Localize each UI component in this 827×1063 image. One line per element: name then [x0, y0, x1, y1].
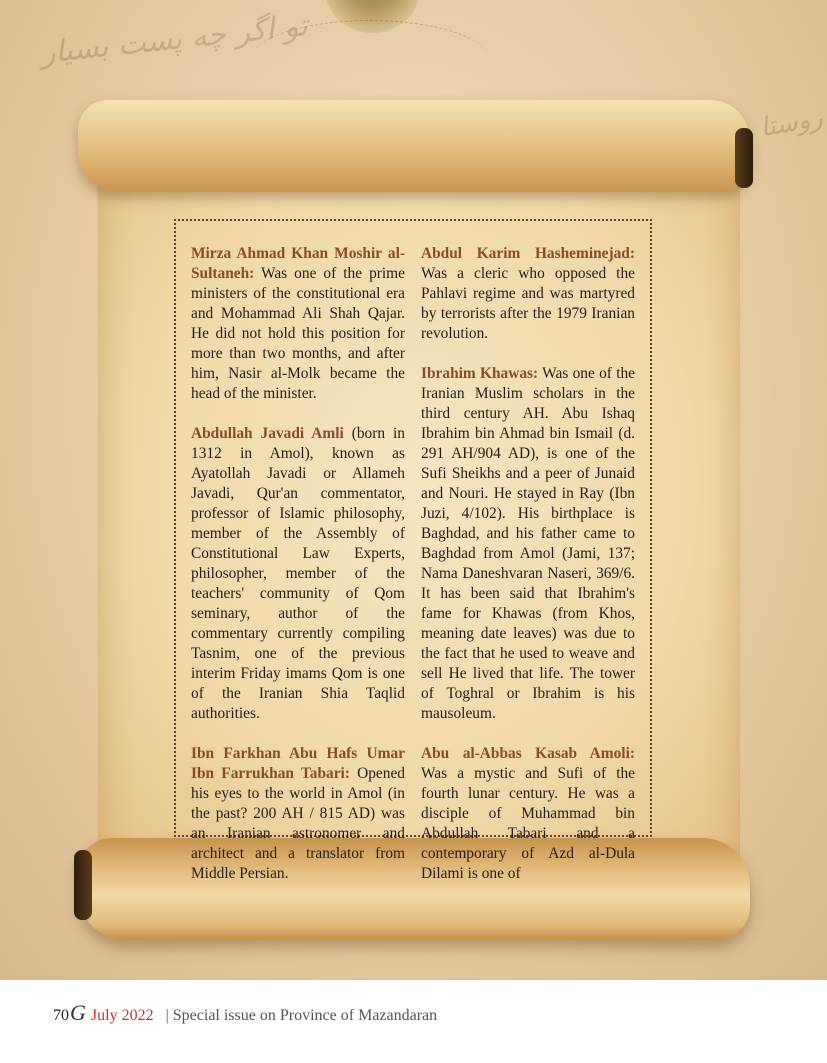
page-number: 70: [53, 1007, 69, 1024]
biography-entry: [191, 424, 405, 724]
entry-text: Was one of the prime ministers of the constitutional era and Mohammad Ali Shah Qajar. He did not hold this position for more than two months, and after him, Nasir al-Molk became the head of the minister.: [191, 265, 405, 402]
entry-text: Was one of the Iranian Muslim scholars in the third century AH. Abu Ishaq Ibrahim bin Ahmad bin Ismail (d. 291 AH/904 AD), is one of the Sufi Sheikhs and a peer of Junaid and Nouri. He stayed in Ray (Ibn Juzi, 4/102). His birthplace is Baghdad, and his father came to Baghdad from Amol (Jami, 137; Nama Daneshvaran Naseri, 369/6. It has been said that Ibrahim's fame for Khawas (from Khos, meaning date leaves) was due to the fact that he used to weave and sell He lived that life. The tower of Toghral or Ibrahim is his mausoleum.: [421, 365, 635, 722]
entry-text: Was a cleric who opposed the Pahlavi regime and was martyred by terrorists after the 1979 Iranian revolution.: [421, 265, 635, 342]
entry-text: Opened his eyes to the world in Amol (in the past? 200 AH / 815 AD) was an Iranian astronomer and architect and a translator from Middle Persian.: [191, 765, 405, 882]
entry-name: Ibn Farkhan Abu Hafs Umar Ibn Farrukhan Tabari:: [191, 745, 405, 782]
entry-name: Abdul Karim Hasheminejad:: [421, 245, 635, 262]
background-calligraphy-right: روستا: [757, 102, 825, 144]
left-column: [191, 244, 405, 904]
entry-name: Abdullah Javadi Amli: [191, 425, 344, 442]
issue-date: July 2022: [90, 1007, 154, 1024]
biography-entry: [191, 744, 405, 884]
biography-entry: [421, 744, 635, 884]
biography-entry: [421, 364, 635, 724]
issue-title: Special issue on Province of Mazandaran: [172, 1007, 438, 1024]
right-column: [421, 244, 635, 904]
entry-text: Was a mystic and Sufi of the fourth lunar century. He was a disciple of Muhammad bin Abdullah Tabari and a contemporary of Azd al-Dula Dilami is one of: [421, 765, 635, 882]
footer-separator: |: [165, 1007, 169, 1024]
magazine-logo-icon: G: [70, 1000, 86, 1025]
entry-name: Mirza Ahmad Khan Moshir al-Sultaneh:: [191, 245, 405, 282]
biography-entry: [421, 244, 635, 344]
entry-name: Ibrahim Khawas:: [421, 365, 539, 382]
biography-entry: [191, 244, 405, 404]
entry-name: Abu al-Abbas Kasab Amoli:: [421, 745, 635, 762]
scroll-bottom-roll-end: [74, 850, 92, 920]
scroll-top-roll: [78, 100, 750, 192]
background-calligraphy-top: تو اگر چه پست بسیار: [38, 8, 310, 71]
scroll-top-roll-end: [735, 128, 753, 188]
scroll-bottom-roll: [78, 838, 750, 940]
entry-text: (born in 1312 in Amol), known as Ayatollah Javadi or Allameh Javadi, Qur'an commentator, professor of Islamic philosophy, member of the Assembly of Constitutional Law Experts, philosopher, member of the teachers' community of Qom seminary, author of the commentary currently compiling Tasnim, one of the previous interim Friday imams Qom is one of the Iranian Shia Taqlid authorities.: [191, 425, 405, 722]
page-footer: [53, 1000, 437, 1024]
